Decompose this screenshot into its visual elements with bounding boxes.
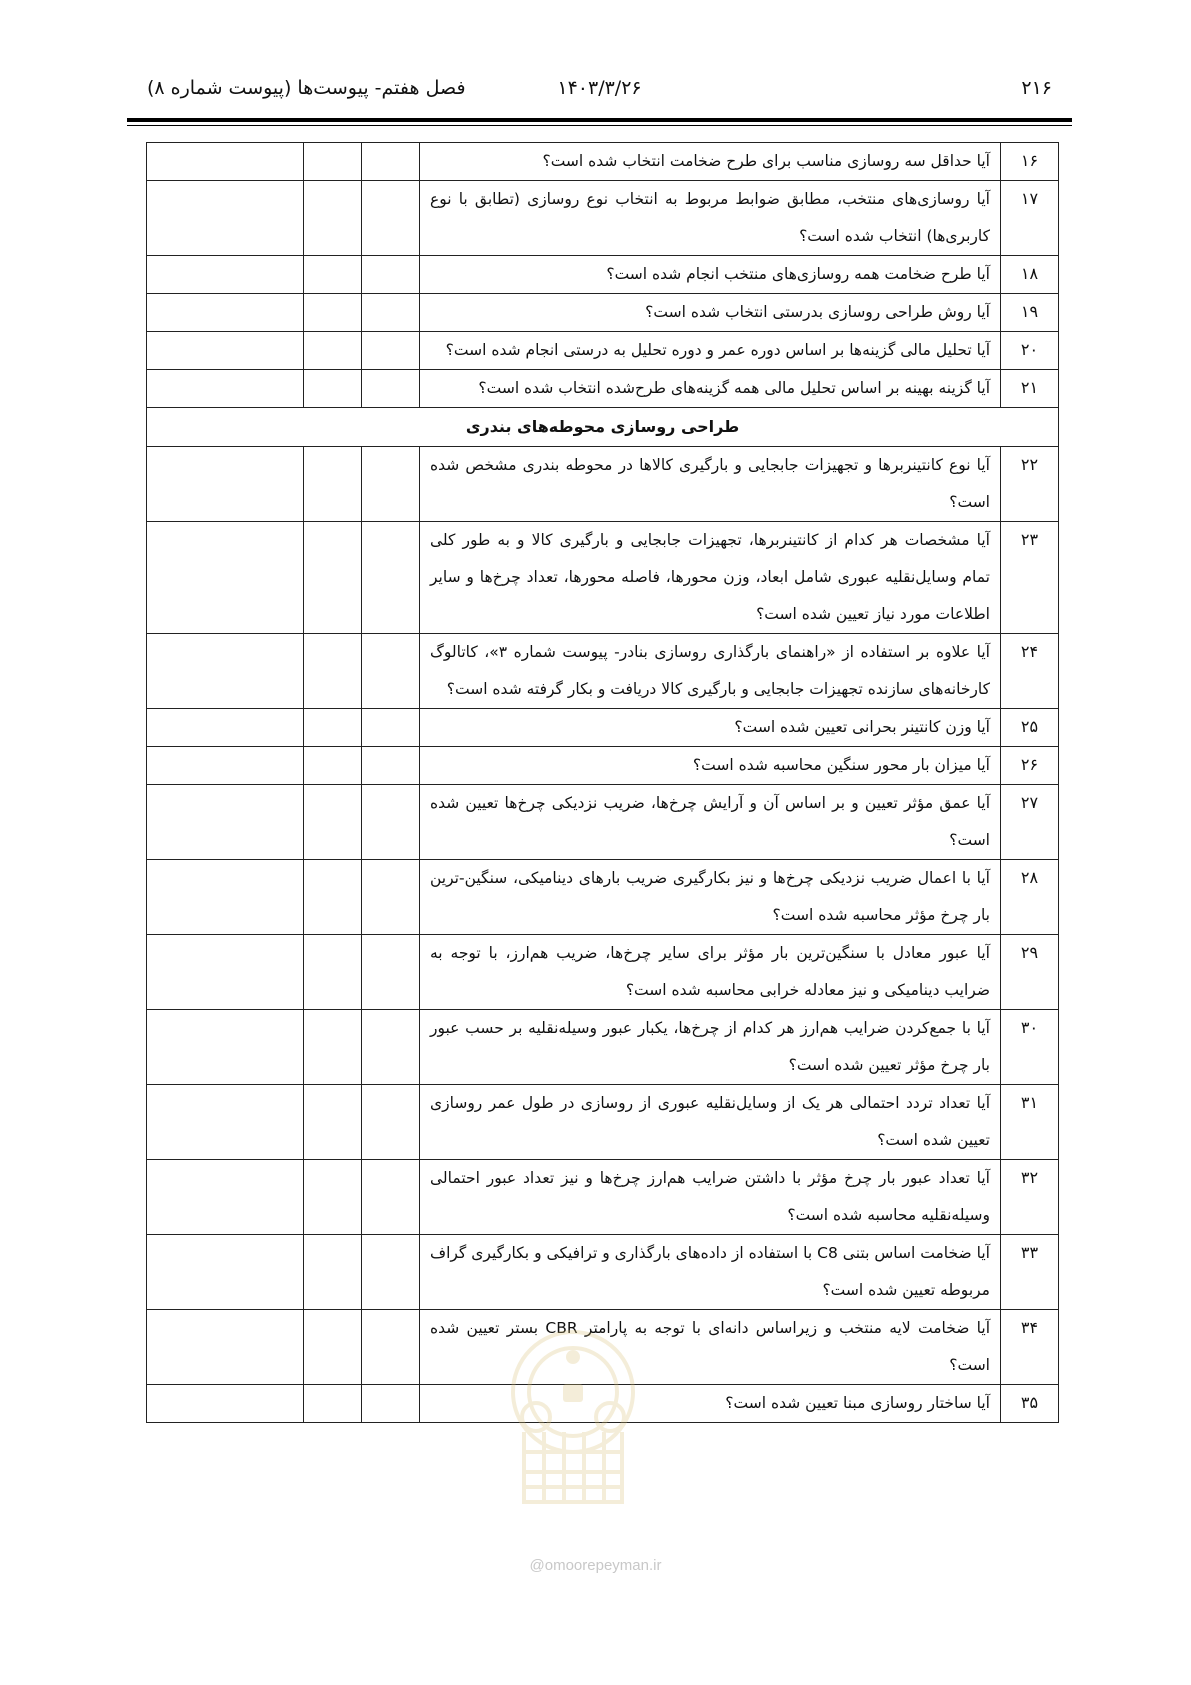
row-number: ۲۰ [1001,332,1059,370]
checklist-row [147,1085,1059,1160]
answer-cell-2[interactable] [304,935,362,1010]
question-text: آیا تعداد تردد احتمالی هر یک از وسایل‌نقلیه عبوری از روسازی در طول عمر روسازی تعیین شده است؟ [420,1085,1001,1160]
answer-cell-2[interactable] [304,785,362,860]
row-number: ۳۱ [1001,1085,1059,1160]
answer-cell-1[interactable] [362,1310,420,1385]
question-text: آیا عمق مؤثر تعیین و بر اساس آن و آرایش چرخ‌ها، ضریب نزدیکی چرخ‌ها تعیین شده است؟ [420,785,1001,860]
checklist-row [147,370,1059,408]
seal-logo-icon [484,1322,662,1512]
answer-cell-3[interactable] [147,1385,304,1423]
answer-cell-1[interactable] [362,256,420,294]
answer-cell-2[interactable] [304,1385,362,1423]
answer-cell-3[interactable] [147,447,304,522]
answer-cell-3[interactable] [147,294,304,332]
answer-cell-3[interactable] [147,370,304,408]
answer-cell-3[interactable] [147,522,304,634]
checklist-body [147,143,1059,1423]
checklist-row [147,1010,1059,1085]
answer-cell-2[interactable] [304,1235,362,1310]
answer-cell-2[interactable] [304,143,362,181]
answer-cell-1[interactable] [362,332,420,370]
checklist-row [147,143,1059,181]
question-text: آیا روش طراحی روسازی بدرستی انتخاب شده است؟ [420,294,1001,332]
question-text: آیا روسازی‌های منتخب، مطابق ضوابط مربوط به انتخاب نوع روسازی (تطابق با نوع کاربری‌ها) انتخاب شده است؟ [420,181,1001,256]
checklist-table [146,142,1059,1423]
question-text: آیا تعداد عبور بار چرخ مؤثر با داشتن ضرایب هم‌ارز چرخ‌ها و نیز تعداد عبور احتمالی وسیله‌نقلیه محاسبه شده است؟ [420,1160,1001,1235]
page-header [127,74,1072,104]
answer-cell-2[interactable] [304,1010,362,1085]
header-rule-thin [127,125,1072,126]
question-text: آیا با جمع‌کردن ضرایب هم‌ارز هر کدام از چرخ‌ها، یکبار عبور وسیله‌نقلیه بر حسب عبور بار چرخ مؤثر تعیین شده است؟ [420,1010,1001,1085]
answer-cell-2[interactable] [304,1085,362,1160]
checklist-row [147,1160,1059,1235]
answer-cell-2[interactable] [304,294,362,332]
question-text: آیا ساختار روسازی مبنا تعیین شده است؟ [420,1385,1001,1423]
checklist-row [147,747,1059,785]
answer-cell-1[interactable] [362,370,420,408]
row-number: ۲۵ [1001,709,1059,747]
answer-cell-1[interactable] [362,143,420,181]
checklist-row [147,447,1059,522]
checklist-row [147,294,1059,332]
row-number: ۳۳ [1001,1235,1059,1310]
answer-cell-2[interactable] [304,332,362,370]
answer-cell-3[interactable] [147,1235,304,1310]
answer-cell-2[interactable] [304,370,362,408]
question-text: آیا حداقل سه روسازی مناسب برای طرح ضخامت انتخاب شده است؟ [420,143,1001,181]
answer-cell-1[interactable] [362,747,420,785]
answer-cell-3[interactable] [147,181,304,256]
header-rule-thick [127,118,1072,122]
section-row [147,408,1059,447]
checklist-row [147,860,1059,935]
checklist-row [147,785,1059,860]
row-number: ۲۴ [1001,634,1059,709]
answer-cell-1[interactable] [362,522,420,634]
question-text: آیا گزینه بهینه بر اساس تحلیل مالی همه گزینه‌های طرح‌شده انتخاب شده است؟ [420,370,1001,408]
answer-cell-2[interactable] [304,860,362,935]
question-text: آیا نوع کانتینربرها و تجهیزات جابجایی و بارگیری کالاها در محوطه بندری مشخص شده است؟ [420,447,1001,522]
row-number: ۳۵ [1001,1385,1059,1423]
row-number: ۲۶ [1001,747,1059,785]
answer-cell-2[interactable] [304,634,362,709]
answer-cell-2[interactable] [304,181,362,256]
answer-cell-3[interactable] [147,709,304,747]
row-number: ۱۹ [1001,294,1059,332]
answer-cell-1[interactable] [362,785,420,860]
answer-cell-2[interactable] [304,747,362,785]
row-number: ۲۲ [1001,447,1059,522]
checklist-row [147,181,1059,256]
answer-cell-3[interactable] [147,634,304,709]
question-text: آیا عبور معادل با سنگین‌ترین بار مؤثر برای سایر چرخ‌ها، ضریب هم‌ارز، با توجه به ضرایب دینامیکی و نیز معادله خرابی محاسبه شده است؟ [420,935,1001,1010]
answer-cell-1[interactable] [362,1385,420,1423]
answer-cell-2[interactable] [304,709,362,747]
question-text: آیا با اعمال ضریب نزدیکی چرخ‌ها و نیز بکارگیری ضریب بارهای دینامیکی، سنگین-ترین بار چرخ مؤثر محاسبه شده است؟ [420,860,1001,935]
question-text: آیا ضخامت لایه منتخب و زیراساس دانه‌ای با توجه به پارامتر CBR بستر تعیین شده است؟ [420,1310,1001,1385]
answer-cell-3[interactable] [147,1160,304,1235]
answer-cell-3[interactable] [147,1010,304,1085]
page-number: ۲۱۶ [1021,77,1052,99]
answer-cell-2[interactable] [304,1310,362,1385]
answer-cell-1[interactable] [362,709,420,747]
answer-cell-2[interactable] [304,256,362,294]
row-number: ۳۴ [1001,1310,1059,1385]
answer-cell-3[interactable] [147,785,304,860]
checklist-row [147,1235,1059,1310]
answer-cell-3[interactable] [147,1310,304,1385]
answer-cell-3[interactable] [147,747,304,785]
answer-cell-1[interactable] [362,181,420,256]
answer-cell-1[interactable] [362,1010,420,1085]
answer-cell-3[interactable] [147,860,304,935]
header-date: ۱۴۰۳/۳/۲۶ [557,77,642,99]
answer-cell-1[interactable] [362,1160,420,1235]
question-text: آیا طرح ضخامت همه روسازی‌های منتخب انجام شده است؟ [420,256,1001,294]
watermark-text: @omoorepeyman.ir [529,1557,662,1574]
question-text: آیا علاوه بر استفاده از «راهنمای بارگذاری روسازی بنادر- پیوست شماره ۳»، کاتالوگ کارخانه‌های سازنده تجهیزات جابجایی و بارگیری کالا دریافت و بکار گرفته شده است؟ [420,634,1001,709]
answer-cell-1[interactable] [362,294,420,332]
checklist-row [147,256,1059,294]
row-number: ۱۷ [1001,181,1059,256]
row-number: ۲۱ [1001,370,1059,408]
answer-cell-1[interactable] [362,447,420,522]
answer-cell-3[interactable] [147,935,304,1010]
checklist-row [147,709,1059,747]
row-number: ۲۸ [1001,860,1059,935]
answer-cell-2[interactable] [304,522,362,634]
question-text: آیا ضخامت اساس بتنی C8 با استفاده از داده‌های بارگذاری و ترافیکی و بکارگیری گراف مربوطه تعیین شده است؟ [420,1235,1001,1310]
section-title: طراحی روسازی محوطه‌های بندری [147,408,1059,447]
checklist-row [147,522,1059,634]
answer-cell-1[interactable] [362,860,420,935]
answer-cell-1[interactable] [362,634,420,709]
checklist-row [147,935,1059,1010]
answer-cell-3[interactable] [147,143,304,181]
row-number: ۳۲ [1001,1160,1059,1235]
row-number: ۱۸ [1001,256,1059,294]
checklist-row [147,332,1059,370]
row-number: ۱۶ [1001,143,1059,181]
chapter-title: فصل هفتم- پیوست‌ها (پیوست شماره ۸) [147,77,466,99]
question-text: آیا تحلیل مالی گزینه‌ها بر اساس دوره عمر و دوره تحلیل به درستی انجام شده است؟ [420,332,1001,370]
question-text: آیا مشخصات هر کدام از کانتینربرها، تجهیزات جابجایی و بارگیری کالا و به طور کلی تمام وسایل‌نقلیه عبوری شامل ابعاد، وزن محورها، فاصله محورها، تعداد چرخ‌ها و سایر اطلاعات مورد نیاز تعیین شده است؟ [420,522,1001,634]
answer-cell-3[interactable] [147,1085,304,1160]
answer-cell-1[interactable] [362,1235,420,1310]
checklist-row [147,634,1059,709]
answer-cell-3[interactable] [147,256,304,294]
answer-cell-1[interactable] [362,1085,420,1160]
question-text: آیا میزان بار محور سنگین محاسبه شده است؟ [420,747,1001,785]
answer-cell-2[interactable] [304,447,362,522]
row-number: ۳۰ [1001,1010,1059,1085]
row-number: ۲۳ [1001,522,1059,634]
answer-cell-3[interactable] [147,332,304,370]
answer-cell-2[interactable] [304,1160,362,1235]
answer-cell-1[interactable] [362,935,420,1010]
row-number: ۲۹ [1001,935,1059,1010]
row-number: ۲۷ [1001,785,1059,860]
question-text: آیا وزن کانتینر بحرانی تعیین شده است؟ [420,709,1001,747]
